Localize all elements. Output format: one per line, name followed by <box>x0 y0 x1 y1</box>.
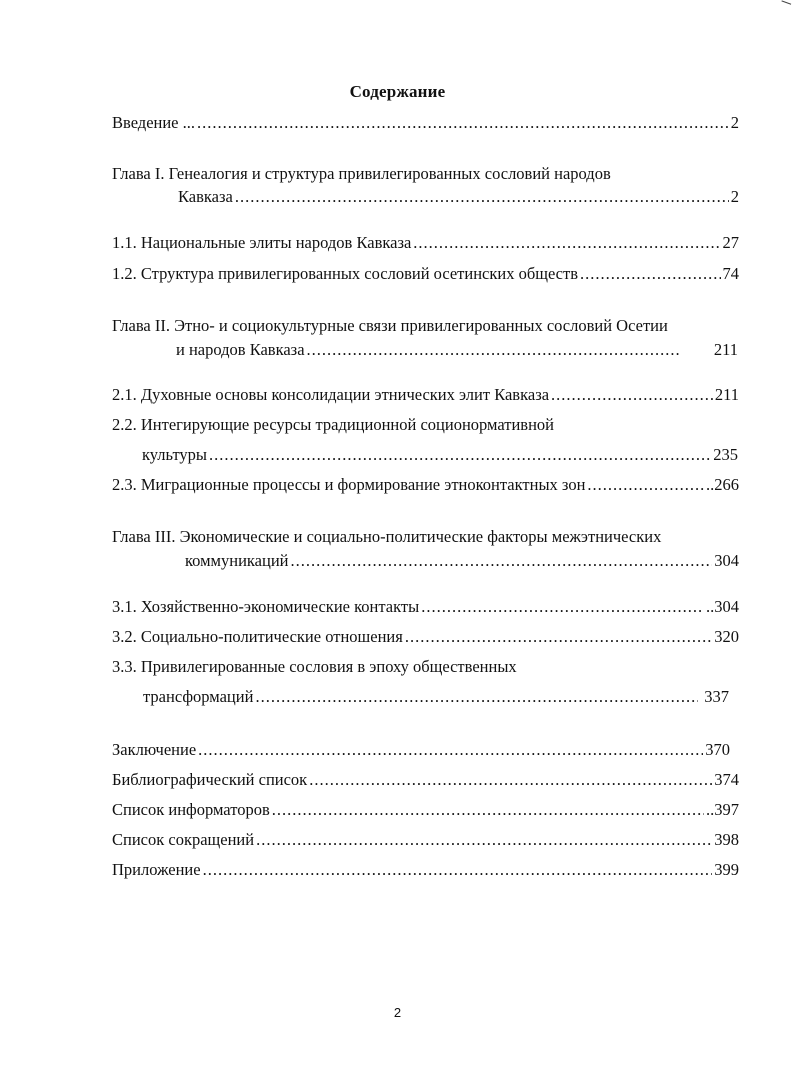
page-number: 2 <box>393 1005 402 1020</box>
leader-dots <box>413 233 720 253</box>
toc-entry-bibliography <box>112 770 739 790</box>
toc-chapter-2-line1: Глава II. Этно- и социокультурные связи привилегированных сословий Осетии <box>112 316 668 335</box>
toc-entry-appendix <box>112 860 739 880</box>
toc-entry-2-2-line1: 2.2. Интегирующие ресурсы традиционной соционормативной <box>112 415 554 434</box>
toc-entry-label: 2.3. Миграционные процессы и формирование этноконтактных зон <box>112 475 586 494</box>
toc-entry-2-3 <box>112 475 739 495</box>
toc-entry-page: 398 <box>714 830 739 849</box>
toc-entry-label: Список информаторов <box>112 800 270 819</box>
toc-entry-abbreviations <box>112 830 739 850</box>
toc-entry-label: 1.2. Структура привилегированных сословий осетинских обществ <box>112 264 579 283</box>
toc-entry-page: 370 <box>705 740 730 759</box>
toc-entry-2-1 <box>112 385 739 405</box>
toc-entry-label: 1.1. Национальные элиты народов Кавказа <box>112 233 412 252</box>
leader-dots <box>551 385 713 405</box>
leader-dots <box>256 830 712 850</box>
toc-entry-1-1 <box>112 233 739 253</box>
toc-entry-page: 304 <box>714 551 739 570</box>
toc-entry-page: ..397 <box>706 800 739 819</box>
toc-entry-label: Заключение <box>112 740 197 759</box>
toc-entry-page: 27 <box>722 233 739 252</box>
toc-entry-page: 74 <box>722 264 739 283</box>
toc-entry-page: 2 <box>730 113 739 132</box>
toc-entry-label: 2.1. Духовные основы консолидации этнических элит Кавказа <box>112 385 550 404</box>
toc-entry-conclusion <box>112 740 730 760</box>
leader-dots <box>421 597 704 617</box>
toc-entry-page: 2 <box>730 187 739 206</box>
leader-dots <box>272 800 704 820</box>
toc-chapter-1-line1: Глава I. Генеалогия и структура привилегированных сословий народов <box>112 164 611 183</box>
toc-chapter-3 <box>185 551 739 571</box>
leader-dots <box>580 264 720 284</box>
toc-entry-label: Библиографический список <box>112 770 308 789</box>
toc-entry-page: 211 <box>714 385 739 404</box>
toc-entry-page: 211 <box>713 340 738 359</box>
toc-chapter-2 <box>176 340 738 360</box>
toc-entry-3-3-line1: 3.3. Привилегированные сословия в эпоху общественных <box>112 657 517 676</box>
toc-entry-intro <box>112 113 739 133</box>
toc-entry-informants <box>112 800 739 820</box>
leader-dots <box>209 445 711 465</box>
toc-entry-label: культуры <box>142 445 208 464</box>
toc-entry-3-1 <box>112 597 739 617</box>
leader-dots <box>405 627 712 647</box>
leader-dots <box>198 740 703 760</box>
toc-entry-page: 235 <box>713 445 738 464</box>
toc-entry-page: ..266 <box>706 475 739 494</box>
toc-entry-page: 320 <box>714 627 739 646</box>
leader-dots <box>307 340 680 360</box>
scan-mark <box>781 0 791 6</box>
toc-entry-label: 3.2. Социально-политические отношения <box>112 627 403 646</box>
toc-entry-label: Список сокращений <box>112 830 255 849</box>
toc-entry-label: Введение ... <box>112 113 196 132</box>
toc-entry-1-2 <box>112 264 739 284</box>
toc-entry-3-3 <box>143 687 729 707</box>
leader-dots <box>309 770 712 790</box>
leader-dots <box>235 187 729 207</box>
toc-entry-label: Кавказа <box>178 187 233 206</box>
toc-entry-label: трансформаций <box>143 687 254 706</box>
leader-dots <box>291 551 713 571</box>
toc-chapter-3-line1: Глава III. Экономические и социально-политические факторы межэтнических <box>112 527 662 546</box>
toc-title: Содержание <box>349 82 446 101</box>
toc-entry-page: 374 <box>714 770 739 789</box>
toc-entry-page: 399 <box>714 860 739 879</box>
toc-entry-label: 3.1. Хозяйственно-экономические контакты <box>112 597 420 616</box>
leader-dots <box>255 687 698 707</box>
toc-entry-page: ..304 <box>706 597 739 616</box>
toc-entry-label: и народов Кавказа <box>176 340 305 359</box>
toc-entry-2-2 <box>142 445 738 465</box>
leader-dots <box>587 475 704 495</box>
toc-entry-page: 337 <box>704 687 729 706</box>
leader-dots <box>203 860 713 880</box>
toc-entry-label: коммуникаций <box>185 551 289 570</box>
toc-entry-label: Приложение <box>112 860 201 879</box>
toc-chapter-1 <box>178 187 739 207</box>
leader-dots <box>197 113 729 133</box>
toc-entry-3-2 <box>112 627 739 647</box>
